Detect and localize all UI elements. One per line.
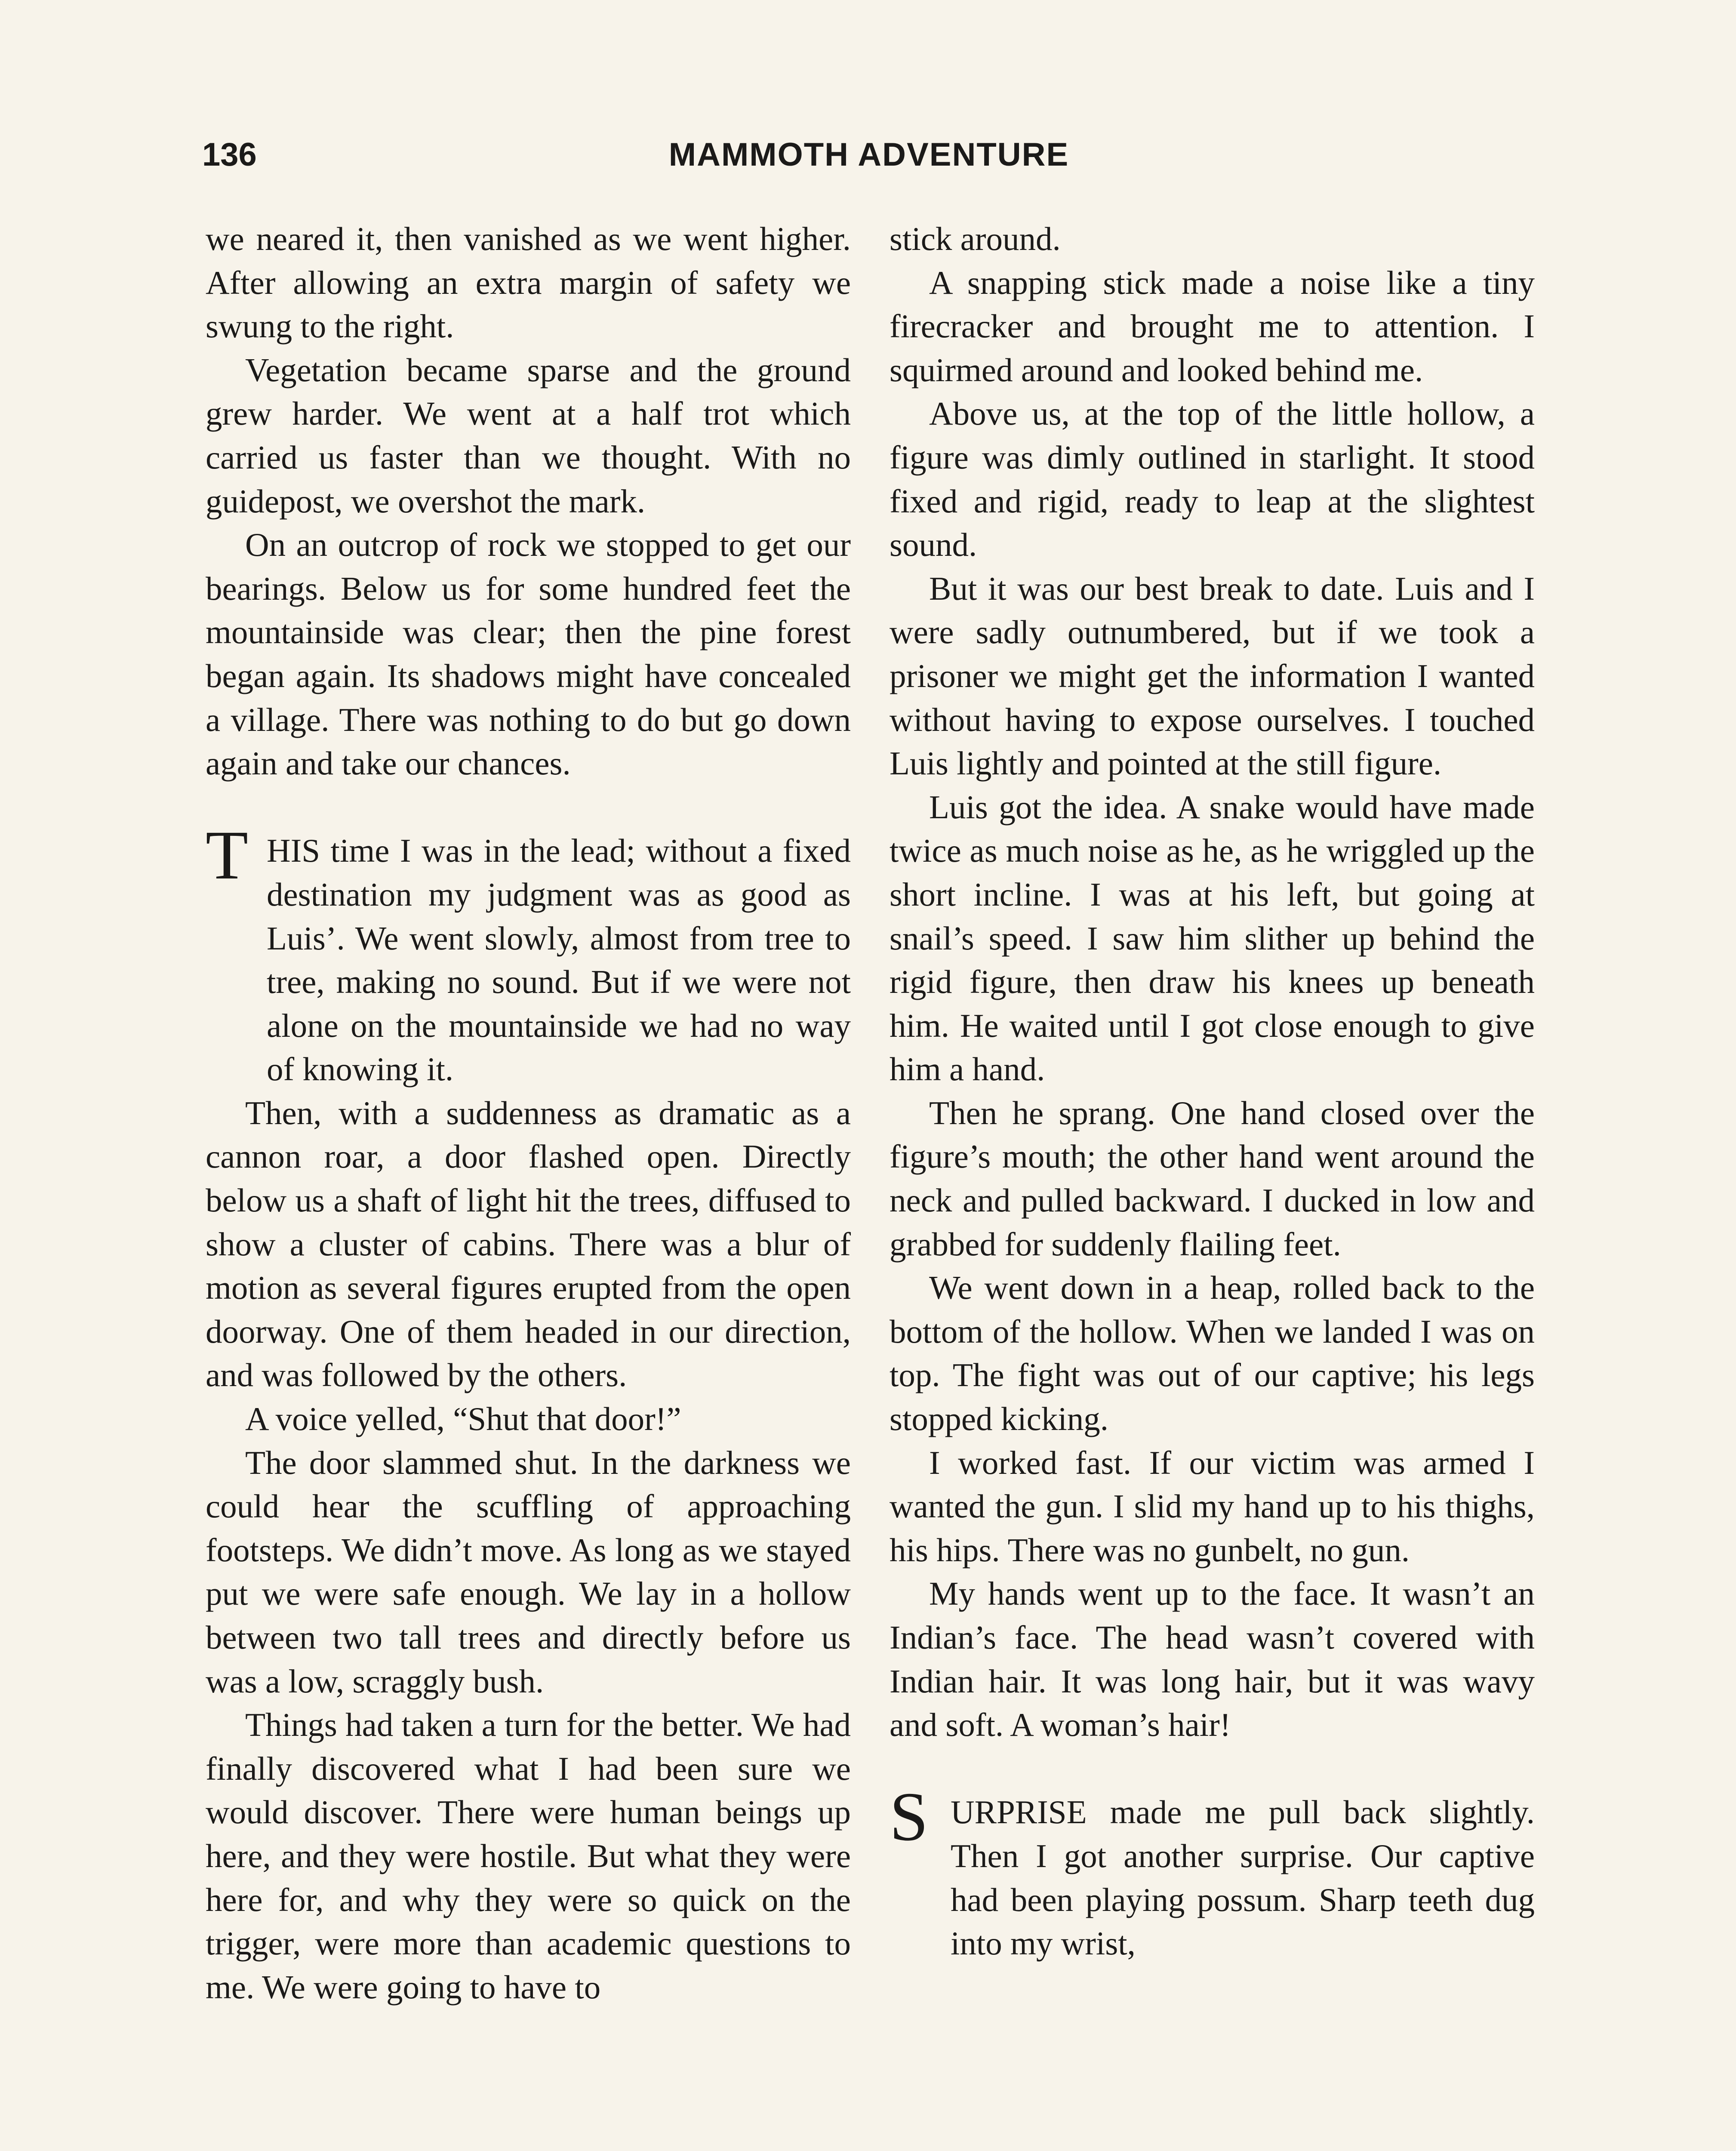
paragraph: Vegetation became sparse and the ground grew harder. We went at a half trot which carried us faster than we thought. With no guidepost, we overshot the mark. [206, 351, 851, 520]
paragraph: Then he sprang. One hand closed over the figure’s mouth; the other hand went around the neck and pulled backward. I ducked in low and grabbed for suddenly flailing feet. [890, 1094, 1535, 1263]
paragraph: we neared it, then vanished as we went higher. After allowing an extra margin of safety we swung to the right. [206, 220, 851, 345]
page-number: 136 [202, 136, 257, 173]
right-column [890, 217, 1535, 1966]
paragraph: My hands went up to the face. It wasn’t an Indian’s face. The head wasn’t covered with Indian hair. It was long hair, but it was wavy and soft. A woman’s hair! [890, 1575, 1535, 1744]
paragraph: The door slammed shut. In the darkness we could hear the scuffling of approaching footsteps. We didn’t move. As long as we stayed put we were safe enough. We lay in a hollow between two tall trees and directly before us was a low, scraggly bush. [206, 1444, 851, 1700]
paragraph: Above us, at the top of the little hollow, a figure was dimly outlined in starlight. It stood fixed and rigid, ready to leap at the slightest sound. [890, 395, 1535, 564]
paragraph: But it was our best break to date. Luis and I were sadly outnumbered, but if we took a prisoner we might get the information I wanted without having to expose ourselves. I touched Luis lightly and pointed at the still figure. [890, 570, 1535, 782]
page-header [202, 125, 1536, 185]
paragraph: stick around. [890, 220, 1061, 257]
paragraph: A voice yelled, “Shut that door!” [245, 1400, 681, 1438]
paragraph [206, 817, 851, 1091]
left-column [206, 217, 851, 2009]
paragraph: Things had taken a turn for the better. We had finally discovered what I had been sure we would discover. There were human beings up here, and they were hostile. But what they were here for, and why they were so quick on the trigger, were more than academic questions to me. We were going to have to [206, 1706, 851, 2006]
drop-cap: S [890, 1778, 929, 1856]
paragraph: I worked fast. If our victim was armed I wanted the gun. I slid my hand up to his thighs, his hips. There was no gunbelt, no gun. [890, 1444, 1535, 1569]
drop-cap: T [206, 817, 248, 894]
paragraph: Luis got the idea. A snake would have made twice as much noise as he, as he wriggled up the short incline. I was at his left, but going at snail’s speed. I saw him slither up behind the rigid figure, then draw his knees up beneath him. He waited until I got close enough to give him a hand. [890, 788, 1535, 1088]
paragraph: A snapping stick made a noise like a tiny firecracker and brought me to attention. I squirmed around and looked behind me. [890, 264, 1535, 388]
section-break [890, 1747, 1535, 1791]
paragraph: We went down in a heap, rolled back to the bottom of the hollow. When we landed I was on top. The fight was out of our captive; his legs stopped kicking. [890, 1269, 1535, 1438]
paragraph-text: HIS time I was in the lead; without a fixed destination my judgment was as good as Luis’. We went slowly, almost from tree to tree, making no sound. But if we were not alone on the mountainside we had no way of knowing it. [267, 832, 851, 1088]
paragraph: On an outcrop of rock we stopped to get our bearings. Below us for some hundred feet the mountainside was clear; then the pine forest began again. Its shadows might have concealed a village. There was nothing to do but go down again and take our chances. [206, 526, 851, 782]
section-break [206, 786, 851, 829]
paragraph-text: URPRISE made me pull back slightly. Then I got another surprise. Our captive had been playing possum. Sharp teeth dug into my wrist, [951, 1794, 1535, 1962]
running-head: MAMMOTH ADVENTURE [668, 136, 1069, 173]
paragraph: Then, with a suddenness as dramatic as a cannon roar, a door flashed open. Directly below us a shaft of light hit the trees, diffused to show a cluster of cabins. There was a blur of motion as several figures erupted from the open doorway. One of them headed in our direction, and was followed by the others. [206, 1094, 851, 1394]
paragraph [890, 1778, 1535, 1965]
